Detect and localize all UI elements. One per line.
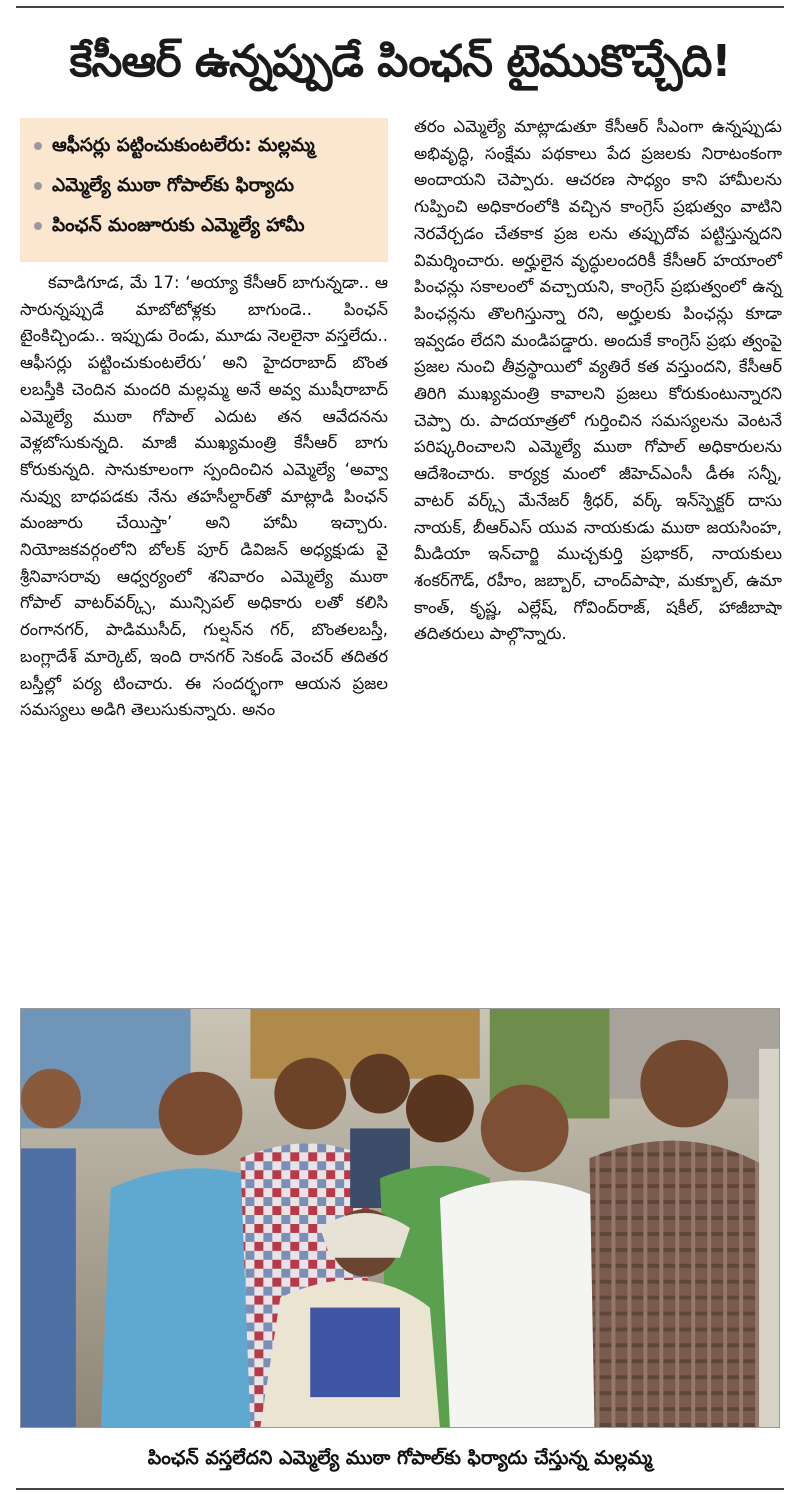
highlight-item [30,206,378,246]
highlights-box [20,118,388,262]
headline: కేసీఆర్ ఉన్నప్పుడే పింఛన్ టైముకొచ్చేది! [69,36,731,87]
photo-caption: పింఛన్ వస్తలేదని ఎమ్మెల్యే ముఠా గోపాల్‌కు ఫిర్యాదు చేస్తున్న మల్లమ్మ [147,1447,653,1469]
highlight-item [30,126,378,166]
bottom-rule [16,1488,784,1490]
bullet-icon [34,182,42,190]
highlight-item [30,166,378,206]
news-photo [20,1008,780,1428]
article-body-right: తరం ఎమ్మెల్యే మాట్లాడుతూ కేసీఆర్ సీఎంగా ఉన్నప్పుడు అభివృద్ధి, సంక్షేమ పథకాలు పేద ప్రజలకు నిరాటంకంగా అందాయని చెప్పారు. ఆచరణ సాధ్యం కాని హామీలను గుప్పించి అధికారంలోకి వచ్చిన కాంగ్రెస్ ప్రభుత్వం వాటిని నెరవేర్చడం చేతకాక ప్రజ లను తప్పుదోవ పట్టిస్తున్నదని విమర్శించారు. అర్హులైన వృద్ధులందరికీ కేసీఆర్ హయాంలో పింఛన్లు సకాలంలో వచ్చాయని, కాంగ్రెస్ ప్రభుత్వంలో ఉన్న పింఛన్లను తొలగిస్తున్నా రని, అర్హులకు పింఛన్లు కూడా ఇవ్వడం లేదని మండిపడ్డారు. అందుకే కాంగ్రెస్ ప్రభు త్వంపై ప్రజల నుంచి తీవ్రస్థాయిలో వ్యతిరే కత వస్తుందని, కేసీఆర్ తిరిగి ముఖ్యమంత్రి కావాలని ప్రజలు కోరుకుంటున్నారని చెప్పా రు. పాదయాత్రలో గుర్తించిన సమస్యలను వెంటనే పరిష్కరించాలని ఎమ్మెల్యే ముఠా గోపాల్ అధికారులను ఆదేశించారు. కార్యక్ర మంలో జీహెచ్‌ఎంసీ డీఈ సన్నీ, వాటర్ వర్క్స్ మేనేజర్ శ్రీధర్, వర్క్ ఇన్‌స్పెక్టర్ దాసు నాయక్, బీఆర్‌ఎస్ యువ నాయకుడు ముఠా జయసింహ, మీడియా ఇన్‌చార్జి ముచ్చకుర్తి ప్రభాకర్, నాయకులు శంకర్‌గౌడ్, రహీం, జబ్బార్, చాంద్‌పాషా, మక్బూల్, ఉమా కాంత్, కృష్ణ, ఎల్లేష్, గోవింద్‌రాజ్, షకీల్, హాజీబాషా తదితరులు పాల్గొన్నారు. [414,117,782,644]
article-column-left [20,270,388,976]
article-column-right [414,114,782,976]
top-rule [16,6,784,8]
bullet-icon [34,222,42,230]
highlight-text: ఎమ్మెల్యే ముఠా గోపాల్‌కు ఫిర్యాదు [52,175,294,196]
photo-illustration [21,1009,779,1427]
highlight-text: ఆఫీసర్లు పట్టించుకుంటలేరు: మల్లమ్మ [52,135,315,156]
highlight-text: పింఛన్ మంజూరుకు ఎమ్మెల్యే హామీ [52,215,305,236]
bullet-icon [34,142,42,150]
highlights-list [30,126,378,246]
article-body-left: కవాడిగూడ, మే 17: ‘అయ్యా కేసీఆర్ బాగున్నడా.. ఆ సారున్నప్పుడే మాబోటోళ్లకు బాగుండె.. పింఛన్ టైంకిచ్చిండు.. ఇప్పుడు రెండు, మూడు నెలలైనా వస్తలేదు.. ఆఫీసర్లు పట్టించుకుంటలేరు’ అని హైదరాబాద్ బొంత లబస్తీకి చెందిన మందరి మల్లమ్మ అనే అవ్వ ముషీరాబాద్ ఎమ్మెల్యే ముఠా గోపాల్ ఎదుట తన ఆవేదనను వెళ్లబోసుకున్నది. మాజీ ముఖ్యమంత్రి కేసీఆర్ బాగు కోరుకున్నది. సానుకూలంగా స్పందించిన ఎమ్మెల్యే ‘అవ్వా నువ్వు బాధపడకు నేను తహసీల్దార్‌తో మాట్లాడి పింఛన్ మంజూరు చేయిస్తా’ అని హామీ ఇచ్చారు. నియోజకవర్గంలోని బోలక్ పూర్ డివిజన్ అధ్యక్షుడు వై శ్రీనివాసరావు ఆధ్వర్యంలో శనివారం ఎమ్మెల్యే ముఠా గోపాల్ వాటర్‌వర్క్స్, మున్సిపల్ అధికారు లతో కలిసి రంగానగర్, పాడిముసీద్, గుల్షన్‌న గర్, బొంతలబస్తీ, బంగ్లాదేశ్ మార్కెట్, ఇంది రానగర్ సెకండ్ వెంచర్ తదితర బస్తీల్లో పర్య టించారు. ఈ సందర్భంగా ఆయన ప్రజల సమస్యలు అడిగి తెలుసుకున్నారు. అనం [20,273,388,720]
